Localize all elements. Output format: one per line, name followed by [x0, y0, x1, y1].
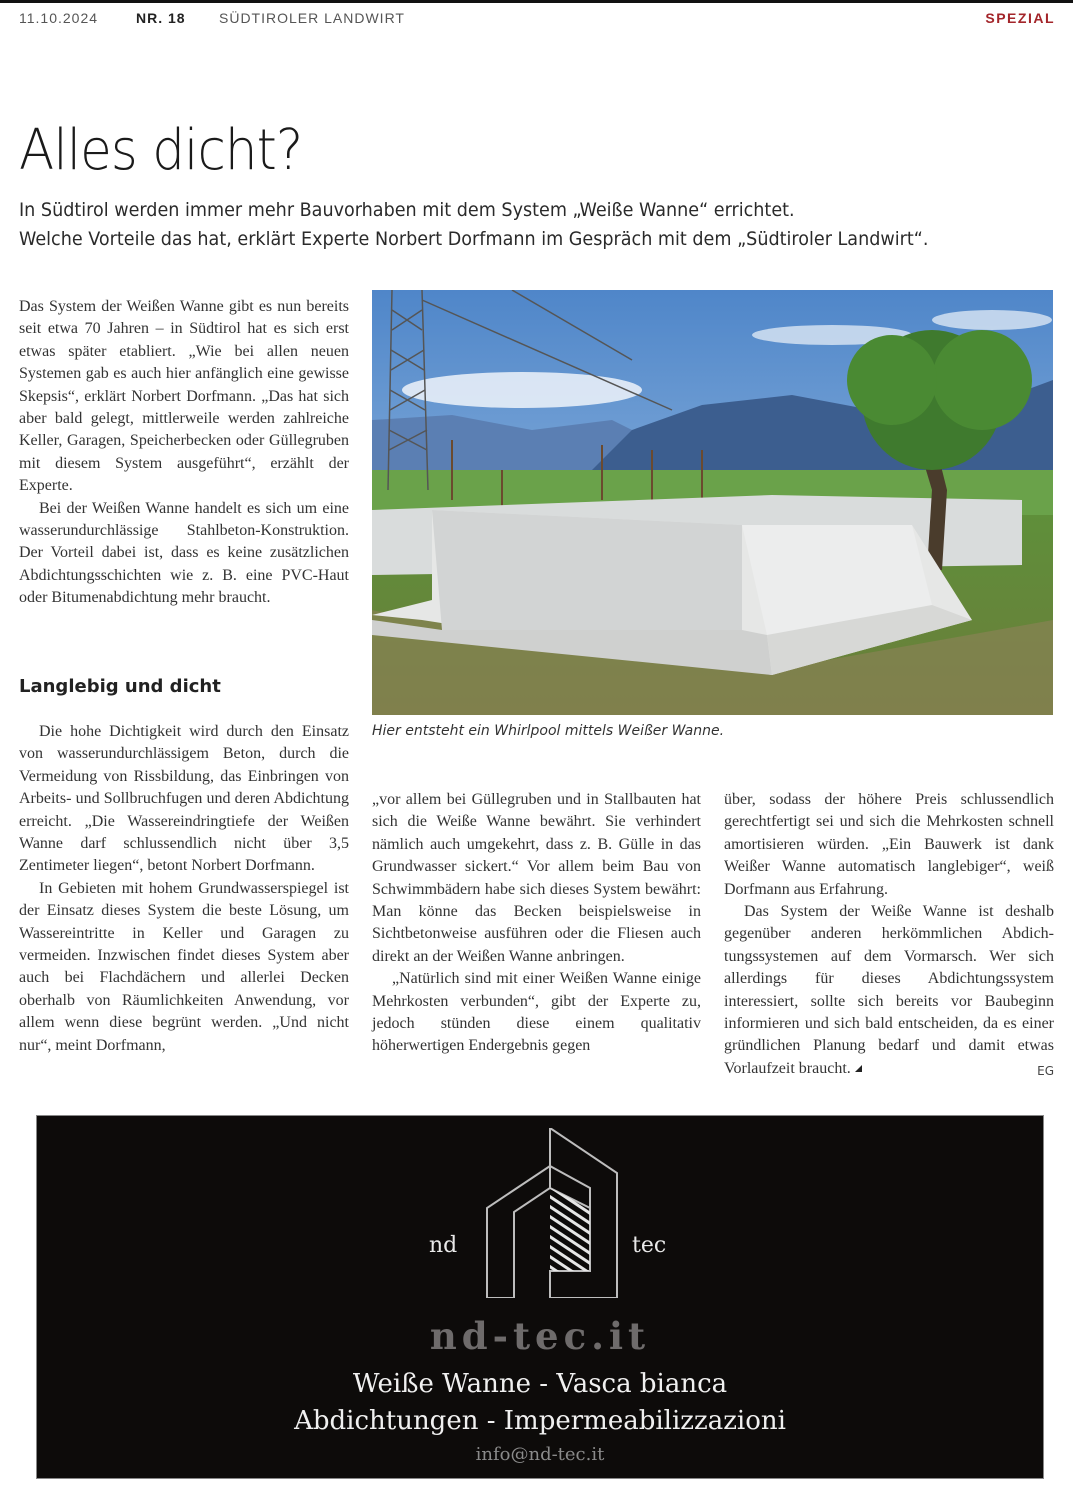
issue-date: 11.10.2024 — [19, 10, 99, 26]
article-paragraph: über, sodass der höhere Preis schlussendlich gerechtfertigt sei und sich die Mehrkosten schnell amortisieren würden. „Ein Bauwerk ist dank Weißer Wanne automatisch langlebiger“, weiß Dorfmann aus Erfahrung. — [724, 791, 1054, 898]
deck-line: In Südtirol werden immer mehr Bauvorhaben mit dem System „Weiße Wanne“ errichtet. — [19, 199, 795, 221]
publication-name: SÜDTIROLER LANDWIRT — [219, 10, 405, 26]
article-paragraph: Bei der Weißen Wanne handelt es sich um eine wasserundurchlässige Stahlbeton-Konstruktion. Der Vorteil dabei ist, dass es keine zusätzlichen Abdichtungsschichten wie z. B. eine PVC-Haut oder Bitumenabdichtung mehr braucht. — [19, 499, 349, 607]
article-title: Alles dicht? — [19, 118, 303, 183]
section-label: SPEZIAL — [985, 10, 1055, 26]
article-column-1-top — [19, 296, 349, 610]
article-column-1-bottom — [19, 721, 349, 1057]
article-column-2 — [372, 789, 701, 1058]
article-paragraph: „vor allem bei Güllegruben und in Stallbauten hat sich die Weiße Wanne bewährt. Sie verhindert nämlich auch umgekehrt, dass z. B. Gülle in das Grundwasser sickert.“ Vor allem beim Bau von Schwimmbädern habe sich dieses System bewährt: Man könne das Becken beispielsweise in Sichtbetonweise ausführen oder die Fliesen auch direkt an der Weißen Wanne anbringen. — [372, 791, 701, 965]
end-of-article-icon — [855, 1065, 862, 1072]
logo-text-nd: nd — [429, 1233, 458, 1258]
article-paragraph: In Gebieten mit hohem Grundwasserspiegel ist der Einsatz dieses System die beste Lösung, um Wassereintritte in Keller und Garagen zu vermeiden. Inzwischen findet dieses System aber auch bei Flachdächern und allerlei Decken oberhalb von Räumlichkeiten Anwendung, vor allem wenn diese begrünt werden. „Und nicht nur“, meint Dorfmann, — [19, 879, 349, 1054]
logo-text-tec: tec — [632, 1233, 667, 1258]
ad-website[interactable]: nd-tec.it — [429, 1314, 651, 1358]
final-paragraph-text: Das System der Weiße Wanne ist deshalb gegenüber anderen herkömmlichen Abdichtungssystemen auf dem Vormarsch. Wer sich allerdings für dieses Abdichtungssystem interessiert, sollte sich bereits vor Baubeginn informieren und sich bald entscheiden, da es einer gründlichen Planung bedarf und damit etwas Vorlaufzeit braucht. — [724, 903, 1054, 1077]
page-header — [19, 10, 1055, 30]
ad-tagline-1: Weiße Wanne - Vasca bianca — [352, 1369, 728, 1399]
deck-line: Welche Vorteile das hat, erklärt Experte Norbert Dorfmann im Gespräch mit dem „Südtiroler Landwirt“. — [19, 228, 929, 250]
article-deck — [19, 196, 928, 254]
advertisement[interactable] — [36, 1115, 1044, 1479]
issue-number: NR. 18 — [136, 10, 186, 26]
photo-caption: Hier entsteht ein Whirlpool mittels Weißer Wanne. — [372, 723, 725, 739]
ad-tagline-2: Abdichtungen - Impermeabilizzazioni — [294, 1406, 786, 1436]
author-initials: EG — [1037, 1063, 1054, 1078]
ad-email[interactable]: info@nd-tec.it — [475, 1444, 605, 1465]
article-paragraph: Die hohe Dichtigkeit wird durch den Einsatz von wasserundurchlässigem Beton, durch die Vermeidung von Rissbildung, das Einbringen von Arbeits- und Sollbruchfugen und deren Abdichtung erreicht. „Die Wassereindringtiefe der Weißen Wanne darf schlussendlich nicht über 3,5 Zentimeter liegen“, betont Norbert Dorfmann. — [19, 723, 349, 875]
article-subheading: Langlebig und dicht — [19, 676, 221, 697]
article-column-3 — [724, 789, 1054, 1082]
article-paragraph: Das System der Weißen Wanne gibt es nun bereits seit etwa 70 Jahren – in Südtirol hat es sich erst etwas später etabliert. „Wie bei allen neuen Systemen gab es auch hier anfänglich eine gewisse Skepsis“, erklärt Norbert Dorfmann. „Das hat sich aber bald gelegt, mittlerweile werden zahlreiche Keller, Garagen, Speicherbecken oder Güllegruben mit diesem System ausgeführt“, erzählt der Experte. — [19, 298, 349, 495]
article-paragraph-final — [724, 901, 1054, 1080]
concrete-pool-photo — [372, 290, 1053, 715]
article-photo — [372, 290, 1053, 715]
nd-tec-house-logo-icon — [477, 1128, 627, 1298]
top-rule — [0, 0, 1073, 3]
article-paragraph: „Natürlich sind mit einer Weißen Wanne einige Mehrkosten verbunden“, gibt der Experte zu, jedoch stünden diese einem qualitativ höherwertigen Endergebnis gegen — [372, 970, 701, 1055]
